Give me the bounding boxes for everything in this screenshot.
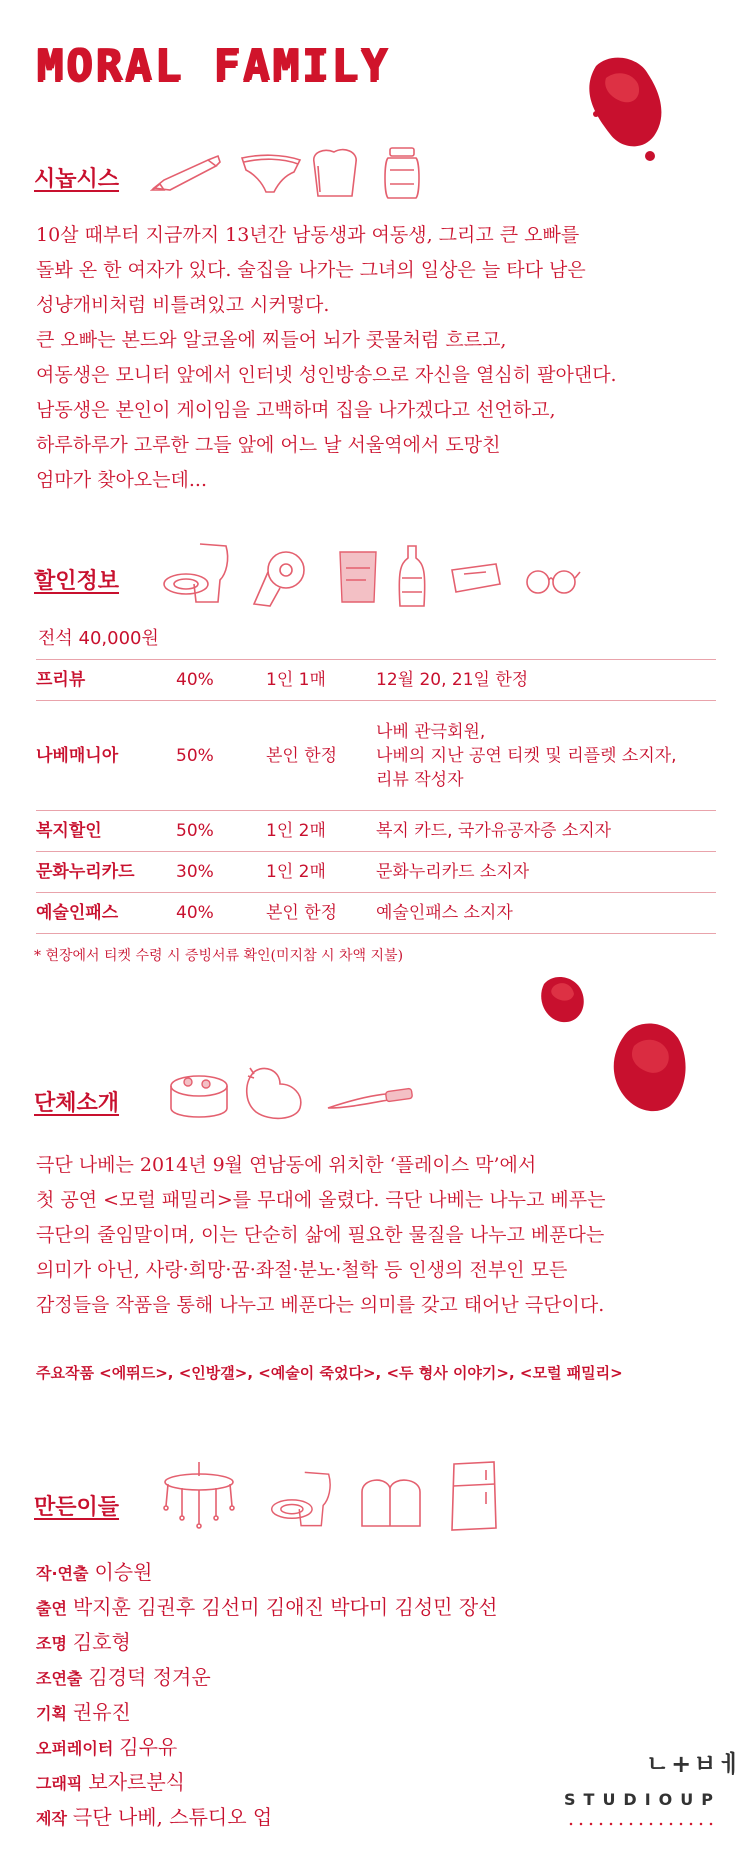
credit-row (36, 1696, 131, 1725)
discount-table (36, 659, 716, 934)
discount-rate: 50% (176, 811, 266, 852)
synopsis-line: 큰 오빠는 본드와 알코올에 찌들어 뇌가 콧물처럼 흐르고, (36, 329, 507, 351)
discount-condition: 12월 20, 21일 한정 (376, 660, 716, 701)
nabe-logo: ㄴ+ㅂㅔ (646, 1750, 744, 1778)
discount-rate: 40% (176, 893, 266, 934)
discount-condition: 나베 관극회원, 나베의 지난 공연 티켓 및 리플렛 소지자, 리뷰 작성자 (376, 701, 716, 811)
discount-note: * 현장에서 티켓 수령 시 증빙서류 확인(미지참 시 차액 지불) (34, 948, 404, 964)
credit-names: 김호형 (72, 1630, 131, 1654)
discount-limit: 1인 1매 (266, 660, 376, 701)
studio-up-logo: STUDIOUP (564, 1790, 721, 1809)
credit-names: 보자르분식 (88, 1770, 185, 1794)
synopsis-line: 하루하루가 고루한 그들 앞에 어느 날 서울역에서 도망친 (36, 434, 501, 456)
discount-name: 문화누리카드 (36, 852, 176, 893)
credit-role: 출연 (36, 1599, 67, 1618)
glasses-icon (520, 562, 582, 596)
toast-icon (308, 146, 362, 200)
discount-limit: 1인 2매 (266, 852, 376, 893)
chicken-icon (240, 1062, 308, 1124)
company-line: 감정들을 작품을 통해 나누고 베푼다는 의미를 갖고 태어난 극단이다. (36, 1294, 605, 1316)
synopsis-line: 성냥개비처럼 비틀려있고 시커멓다. (36, 294, 330, 316)
toilet-icon (268, 1468, 336, 1530)
jar-icon (382, 146, 422, 200)
discount-name: 나베매니아 (36, 701, 176, 811)
credit-role: 조연출 (36, 1669, 83, 1688)
discount-name: 예술인패스 (36, 893, 176, 934)
table-row (36, 660, 716, 701)
credit-names: 극단 나베, 스튜디오 업 (72, 1805, 273, 1829)
major-works: 주요작품 <에뛰드>, <인방갤>, <예술이 죽었다>, <두 형사 이야기>, <모럴 패밀리> (36, 1364, 623, 1382)
discount-name: 복지할인 (36, 811, 176, 852)
company-line: 극단 나베는 2014년 9월 연남동에 위치한 ‘플레이스 막’에서 (36, 1154, 537, 1176)
credit-row (36, 1801, 272, 1830)
credit-names: 김경덕 정겨운 (88, 1665, 211, 1689)
snack-bag-icon (336, 548, 380, 606)
knife-icon (326, 1084, 414, 1114)
synopsis-line: 여동생은 모니터 앞에서 인터넷 성인방송으로 자신을 열심히 팔아댄다. (36, 364, 617, 386)
table-row (36, 811, 716, 852)
discount-condition: 예술인패스 소지자 (376, 893, 716, 934)
toilet-paper-icon (250, 548, 312, 610)
price-text: 전석 40,000원 (38, 628, 159, 649)
company-line: 첫 공연 <모럴 패밀리>를 무대에 올렸다. 극단 나베는 나누고 베푸는 (36, 1189, 606, 1211)
blood-splatter-icon (610, 1016, 690, 1116)
discount-limit: 본인 한정 (266, 701, 376, 811)
blood-splatter-icon (576, 52, 672, 168)
credit-row (36, 1661, 211, 1690)
synopsis-line: 엄마가 찾아오는데... (36, 469, 207, 491)
synopsis-line: 남동생은 본인이 게이임을 고백하며 집을 나가겠다고 선언하고, (36, 399, 556, 421)
credit-role: 제작 (36, 1809, 67, 1828)
company-line: 극단의 줄임말이며, 이는 단순히 삶에 필요한 물질을 나누고 베푼다는 (36, 1224, 605, 1246)
credit-row (36, 1591, 497, 1620)
credit-names: 이승원 (94, 1560, 153, 1584)
bottle-icon (396, 544, 428, 610)
company-line: 의미가 아닌, 사랑·희망·꿈·좌절·분노·철학 등 인생의 전부인 모든 (36, 1259, 568, 1281)
synopsis-text (36, 218, 617, 498)
discount-limit: 1인 2매 (266, 811, 376, 852)
credit-role: 기획 (36, 1704, 67, 1723)
discount-rate: 50% (176, 701, 266, 811)
discount-limit: 본인 한정 (266, 893, 376, 934)
discount-rate: 40% (176, 660, 266, 701)
synopsis-line: 돌봐 온 한 여자가 있다. 술집을 나가는 그녀의 일상은 늘 타다 남은 (36, 259, 586, 281)
credit-role: 조명 (36, 1634, 67, 1653)
credit-row (36, 1626, 131, 1655)
discount-rate: 30% (176, 852, 266, 893)
cake-icon (166, 1068, 232, 1124)
toilet-icon (160, 540, 234, 606)
table-row (36, 893, 716, 934)
credit-names: 김우유 (119, 1735, 178, 1759)
cigarette-pack-icon (448, 560, 504, 596)
blood-splatter-icon (536, 972, 588, 1026)
refrigerator-icon (446, 1460, 502, 1532)
credit-row (36, 1766, 185, 1795)
synopsis-line: 10살 때부터 지금까지 13년간 남동생과 여동생, 그리고 큰 오빠를 (36, 224, 580, 246)
discount-name: 프리뷰 (36, 660, 176, 701)
underwear-icon (238, 150, 304, 196)
synopsis-heading: 시놉시스 (34, 167, 120, 192)
credit-row (36, 1556, 152, 1585)
chandelier-icon (154, 1460, 244, 1530)
discount-heading: 할인정보 (34, 569, 120, 594)
page-title: MORAL FAMILY (36, 40, 390, 91)
logo-dots (566, 1822, 716, 1826)
credit-role: 오퍼레이터 (36, 1739, 114, 1758)
discount-condition: 복지 카드, 국가유공자증 소지자 (376, 811, 716, 852)
company-heading: 단체소개 (34, 1091, 120, 1116)
credit-row (36, 1731, 177, 1760)
discount-condition: 문화누리카드 소지자 (376, 852, 716, 893)
table-row (36, 701, 716, 811)
bread-icon (356, 1470, 426, 1530)
company-text (36, 1148, 605, 1323)
credits-heading: 만든이들 (34, 1495, 120, 1520)
credit-names: 박지훈 김권후 김선미 김애진 박다미 김성민 장선 (72, 1595, 498, 1619)
credit-role: 작·연출 (36, 1564, 89, 1583)
toothpaste-icon (150, 152, 222, 196)
table-row (36, 852, 716, 893)
credit-role: 그래픽 (36, 1774, 83, 1793)
credit-names: 권유진 (72, 1700, 131, 1724)
